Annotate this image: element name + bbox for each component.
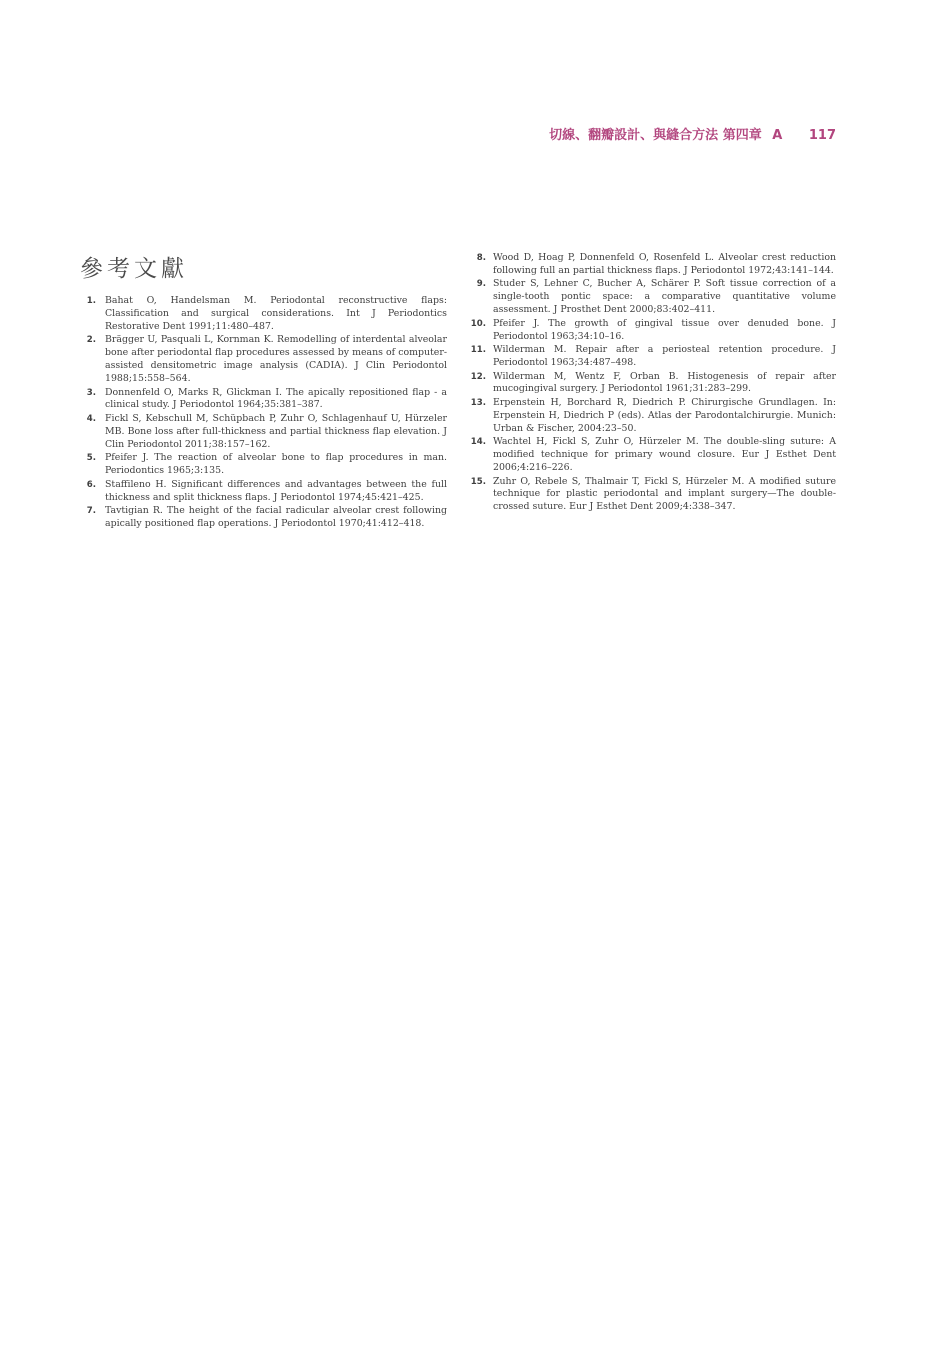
chapter-title: 切線、翻瓣設計、與縫合方法 — [549, 128, 719, 143]
reference-item — [470, 252, 836, 278]
reference-number: 14. — [470, 437, 486, 448]
reference-number: 15. — [470, 476, 486, 487]
page-number: 117 — [808, 128, 836, 143]
reference-number: 2. — [86, 335, 96, 346]
reference-item — [470, 436, 836, 475]
reference-text: Fickl S, Kebschull M, Schüpbach P, Zuhr O, Schlagenhauf U, Hürzeler MB. Bone loss after full-thickness and partial thickness flap elevation. J Clin Periodontol 2011;38:157–162. — [105, 412, 447, 450]
reference-number: 8. — [476, 253, 486, 263]
reference-text: Zuhr O, Rebele S, Thalmair T, Fickl S, Hürzeler M. A modified suture technique for plastic periodontal and implant surgery—The double-crossed suture. Eur J Esthet Dent 2009;4:338–347. — [493, 475, 836, 513]
running-header — [549, 124, 836, 143]
reference-text: Staffileno H. Significant differences and advantages between the full thickness and split thickness flaps. J Periodontol 1974;45:421–425. — [105, 478, 447, 503]
reference-item — [84, 413, 447, 452]
reference-text: Pfeifer J. The reaction of alveolar bone to flap procedures in man. Periodontics 1965;3:135. — [105, 452, 447, 477]
reference-text: Wilderman M, Wentz F, Orban B. Histogenesis of repair after mucogingival surgery. J Periodontol 1961;31:283–299. — [493, 370, 836, 395]
section-title: 參考文獻 — [80, 256, 188, 282]
reference-number: 11. — [470, 345, 486, 356]
reference-item — [470, 318, 836, 344]
chapter-number: 第四章 — [722, 128, 762, 143]
reference-item — [84, 387, 447, 413]
reference-item — [84, 334, 447, 386]
reference-item — [84, 295, 447, 334]
reference-text: Wood D, Hoag P, Donnenfeld O, Rosenfeld L. Alveolar crest reduction following full an partial thickness flaps. J Periodontol 1972;43:141–144. — [493, 252, 836, 276]
reference-text: Brägger U, Pasquali L, Kornman K. Remodelling of interdental alveolar bone after periodontal flap procedures assessed by means of computer-assisted densitometric image analysis (CADIA). J Clin Periodontol 1988;15:558–564. — [105, 334, 447, 385]
reference-item — [470, 476, 836, 515]
reference-text: Studer S, Lehner C, Bucher A, Schärer P. Soft tissue correction of a single-tooth pontic space: a comparative quantitative volume assessment. J Prosthet Dent 2000;83:402–411. — [493, 278, 836, 316]
reference-item — [84, 505, 447, 531]
reference-list-left — [84, 295, 447, 531]
reference-number: 9. — [476, 279, 486, 290]
chapter-letter: A — [772, 128, 783, 143]
reference-text: Donnenfeld O, Marks R, Glickman I. The apically repositioned flap - a clinical study. J Periodontol 1964;35:381–387. — [105, 386, 447, 411]
reference-text: Bahat O, Handelsman M. Periodontal reconstructive flaps: Classification and surgical considerations. Int J Periodontics Restorative Dent 1991;11:480–487. — [105, 295, 447, 332]
reference-text: Erpenstein H, Borchard R, Diedrich P. Chirurgische Grundlagen. In: Erpenstein H, Diedrich P (eds). Atlas der Parodontalchirurgie. Munich: Urban & Fischer, 2004:23–50. — [493, 396, 836, 434]
reference-number: 10. — [470, 318, 486, 329]
reference-item — [84, 452, 447, 478]
reference-text: Tavtigian R. The height of the facial radicular alveolar crest following apically positioned flap operations. J Periodontol 1970;41:412–418. — [105, 505, 447, 529]
reference-number: 12. — [470, 371, 486, 382]
reference-number: 13. — [470, 397, 486, 408]
reference-number: 4. — [86, 413, 96, 424]
reference-item — [470, 371, 836, 397]
reference-text: Wilderman M. Repair after a periosteal retention procedure. J Periodontol 1963;34:487–498. — [493, 344, 836, 369]
reference-number: 7. — [86, 506, 96, 517]
reference-number: 5. — [86, 453, 96, 464]
reference-number: 1. — [86, 296, 96, 306]
reference-text: Pfeifer J. The growth of gingival tissue over denuded bone. J Periodontol 1963;34:10–16. — [493, 317, 836, 342]
reference-item — [84, 479, 447, 505]
reference-text: Wachtel H, Fickl S, Zuhr O, Hürzeler M. The double-sling suture: A modified technique for primary wound closure. Eur J Esthet Dent 2006;4:216–226. — [493, 436, 836, 474]
reference-item — [470, 397, 836, 436]
reference-item — [470, 278, 836, 317]
reference-list-right — [470, 252, 836, 515]
reference-number: 3. — [86, 387, 96, 398]
reference-item — [470, 344, 836, 370]
reference-number: 6. — [86, 479, 96, 490]
